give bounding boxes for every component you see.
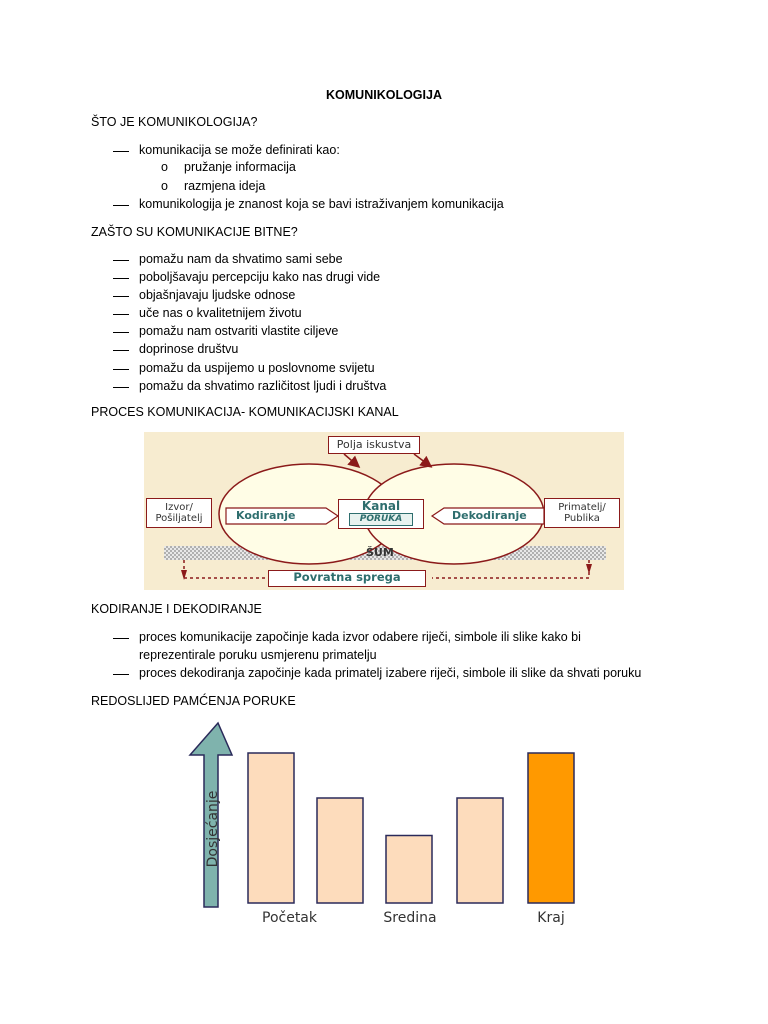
kanal-label: Kanal <box>361 499 401 513</box>
primatelj-box <box>544 498 620 528</box>
kanal-box <box>338 499 424 529</box>
publika-label: Publika <box>564 513 600 524</box>
posiljatelj-label: Pošiljatelj <box>155 513 203 524</box>
y-axis-label: Dosjećanje <box>205 790 221 868</box>
section-heading-redoslijed: REDOSLIJED PAMĆENJA PORUKE <box>91 694 296 708</box>
dash-bullet <box>113 278 129 279</box>
chart-bar-1 <box>248 753 294 903</box>
section-heading-kodiranje: KODIRANJE I DEKODIRANJE <box>91 602 262 616</box>
list-item: pomažu nam ostvariti vlastite ciljeve <box>139 324 339 338</box>
dash-bullet <box>113 205 129 206</box>
sub-bullet: o <box>161 160 168 174</box>
feedback-left <box>184 560 269 578</box>
feedback-right-arrowhead <box>586 564 592 574</box>
list-item-continuation: reprezentirale poruku usmjerenu primatelju <box>139 648 377 662</box>
section-heading-sto-je: ŠTO JE KOMUNIKOLOGIJA? <box>91 115 258 129</box>
x-axis-label-0: Početak <box>262 910 317 926</box>
sub-list-item: razmjena ideja <box>184 179 266 193</box>
section-heading-zasto: ZAŠTO SU KOMUNIKACIJE BITNE? <box>91 225 298 239</box>
list-item: komunikacija se može definirati kao: <box>139 143 340 157</box>
arrow-right-down <box>414 454 430 466</box>
dash-bullet <box>113 332 129 333</box>
poruka-label: PORUKA <box>349 513 413 526</box>
dash-bullet <box>113 369 129 370</box>
list-item: proces dekodiranja započinje kada primatelj izabere riječi, simbole ili slike da shvati poruku <box>139 666 642 680</box>
list-item: pomažu da uspijemo u poslovnome svijetu <box>139 361 375 375</box>
list-item: objašnjavaju ljudske odnose <box>139 288 296 302</box>
x-axis-label-1: Sredina <box>383 910 437 926</box>
kodiranje-label: Kodiranje <box>236 509 296 522</box>
sub-bullet: o <box>161 179 168 193</box>
chart-bar-5 <box>528 753 574 903</box>
dash-bullet <box>113 314 129 315</box>
polja-iskustva-box: Polja iskustva <box>328 436 420 454</box>
dash-bullet <box>113 674 129 675</box>
recall-order-chart <box>186 719 582 927</box>
izvor-label: Izvor/ <box>165 502 193 513</box>
primatelj-label: Primatelj/ <box>558 502 606 513</box>
dash-bullet <box>113 260 129 261</box>
document-title: KOMUNIKOLOGIJA <box>326 88 442 102</box>
sum-label: ŠUM <box>366 546 394 559</box>
chart-bar-2 <box>317 798 363 903</box>
povratna-sprega-box: Povratna sprega <box>268 570 426 587</box>
x-axis-label-2: Kraj <box>537 910 565 926</box>
chart-bar-3 <box>386 836 432 904</box>
dash-bullet <box>113 638 129 639</box>
dekodiranje-label: Dekodiranje <box>452 509 527 522</box>
list-item: pomažu nam da shvatimo sami sebe <box>139 252 343 266</box>
list-item: uče nas o kvalitetnijem životu <box>139 306 302 320</box>
dash-bullet <box>113 296 129 297</box>
dash-bullet <box>113 387 129 388</box>
chart-bar-4 <box>457 798 503 903</box>
list-item: doprinose društvu <box>139 342 239 356</box>
sub-list-item: pružanje informacija <box>184 160 296 174</box>
chart-svg <box>186 719 582 927</box>
communication-channel-diagram <box>144 432 624 590</box>
section-heading-proces: PROCES KOMUNIKACIJA- KOMUNIKACIJSKI KANAL <box>91 405 399 419</box>
list-item: komunikologija je znanost koja se bavi istraživanjem komunikacija <box>139 197 504 211</box>
list-item: pomažu da shvatimo različitost ljudi i društva <box>139 379 387 393</box>
arrow-left-down <box>344 454 358 466</box>
izvor-box <box>146 498 212 528</box>
list-item: poboljšavaju percepciju kako nas drugi vide <box>139 270 381 284</box>
dash-bullet <box>113 350 129 351</box>
list-item: proces komunikacije započinje kada izvor odabere riječi, simbole ili slike kako bi <box>139 630 581 644</box>
dash-bullet <box>113 151 129 152</box>
